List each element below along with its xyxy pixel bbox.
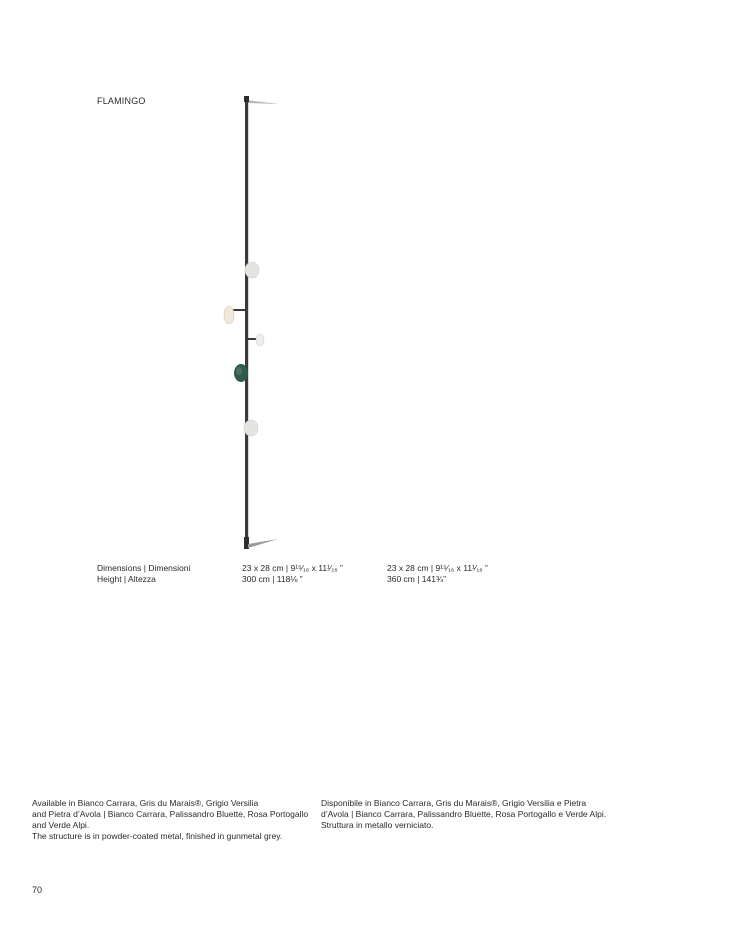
description-line: and Verde Alpi. [32,820,90,830]
spec-labels [97,563,190,584]
spec-variant-a-dimensions: 23 x 28 cm | 9¹⁵⁄₁₆ x 11¹⁄₁₆ ” [242,563,343,573]
spec-variant-b [387,563,488,584]
description-english [32,798,317,842]
lamp-image [210,92,300,557]
lamp-disc-white-upper [245,262,259,278]
product-title: FLAMINGO [97,96,146,106]
lamp-pole [245,97,248,547]
spec-variant-b-height: 360 cm | 141¾” [387,573,446,584]
lamp-right-shade [256,334,264,346]
spec-variant-a-height: 300 cm | 118⅛ ” [242,573,303,584]
page-number: 70 [32,885,43,895]
lamp-disc-green-highlight [236,367,242,375]
lamp-floor-bracket [248,539,278,548]
lamp-right-arm [248,338,256,340]
spec-variant-b-dimensions: 23 x 28 cm | 9¹⁵⁄₁₆ x 11¹⁄₁₆ ” [387,563,488,573]
lamp-pole-top-cap [244,96,249,102]
description-italian [321,798,621,831]
description-line: Struttura in metallo verniciato. [321,820,434,830]
description-line: and Pietra d’Avola | Bianco Carrara, Palissandro Bluette, Rosa Portogallo [32,809,309,819]
description-line: The structure is in powder-coated metal, finished in gunmetal grey. [32,831,283,841]
description-line: Disponibile in Bianco Carrara, Gris du Marais®, Grigio Versilia e Pietra [321,798,587,808]
lamp-left-arm [232,309,246,311]
description-line: Available in Bianco Carrara, Gris du Marais®, Grigio Versilia [32,798,259,808]
lamp-left-shade [224,306,234,324]
lamp-disc-white-lower [244,420,258,436]
lamp-ceiling-bracket [246,100,280,104]
spec-variant-a [242,563,343,584]
spec-label-dimensions: Dimensions | Dimensioni [97,563,191,573]
description-line: d’Avola | Bianco Carrara, Palissandro Bluette, Rosa Portogallo e Verde Alpi. [321,809,607,819]
spec-label-height: Height | Altezza [97,573,156,584]
